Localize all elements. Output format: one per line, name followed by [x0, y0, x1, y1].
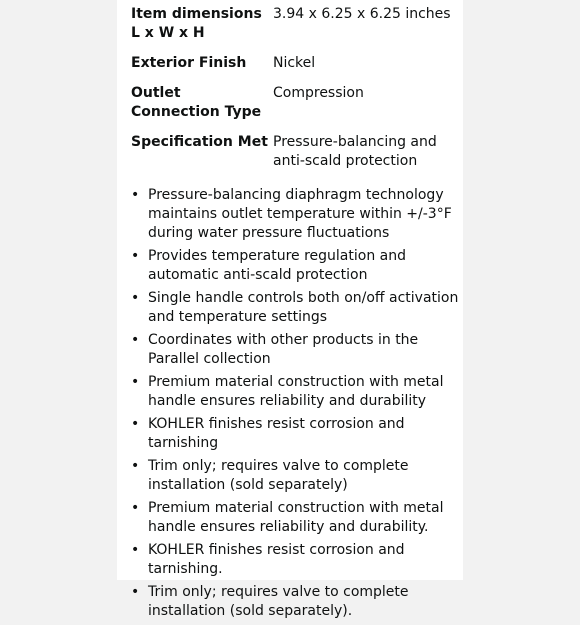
left-margin [0, 0, 117, 625]
feature-bullet [128, 541, 463, 579]
spec-value: 3.94 x 6.25 x 6.25 inches [273, 6, 451, 22]
feature-bullet [128, 186, 463, 243]
feature-bullet [128, 289, 463, 327]
feature-text: Premium material construction with metal handle ensures reliability and durability. [148, 500, 444, 535]
bullet-dot-icon: • [131, 458, 140, 474]
spec-row-dimensions [131, 5, 457, 54]
spec-label: Specification Met [131, 134, 268, 150]
spec-value: Pressure-balancing and anti-scald protection [273, 134, 437, 169]
spec-value: Nickel [273, 55, 316, 71]
spec-row-outlet-connection [131, 84, 457, 133]
feature-text: KOHLER finishes resist corrosion and tarnishing. [148, 542, 405, 577]
feature-text: Single handle controls both on/off activation and temperature settings [148, 290, 459, 325]
feature-text: Premium material construction with metal handle ensures reliability and durability [148, 374, 444, 409]
bullet-dot-icon: • [131, 584, 140, 600]
feature-bullet [128, 247, 463, 285]
spec-value: Compression [273, 85, 364, 101]
feature-text: Pressure-balancing diaphragm technology maintains outlet temperature within +/-3°F during water pressure fluctuations [148, 187, 452, 241]
feature-bullet-list [128, 186, 463, 625]
bullet-dot-icon: • [131, 542, 140, 558]
feature-bullet [128, 331, 463, 369]
spec-row-specification-met [131, 133, 457, 183]
bullet-dot-icon: • [131, 290, 140, 306]
spec-label: Item dimensions L x W x H [131, 6, 262, 41]
spec-label: Exterior Finish [131, 55, 247, 71]
feature-text: Coordinates with other products in the Parallel collection [148, 332, 419, 367]
feature-text: Provides temperature regulation and automatic anti-scald protection [148, 248, 406, 283]
feature-text: KOHLER finishes resist corrosion and tarnishing [148, 416, 405, 451]
bullet-dot-icon: • [131, 500, 140, 516]
feature-bullet [128, 457, 463, 495]
feature-bullet [128, 583, 463, 621]
bullet-dot-icon: • [131, 374, 140, 390]
bullet-dot-icon: • [131, 187, 140, 203]
bullet-dot-icon: • [131, 332, 140, 348]
feature-bullet [128, 415, 463, 453]
spec-row-exterior-finish [131, 54, 457, 84]
bullet-dot-icon: • [131, 248, 140, 264]
product-details-panel [117, 0, 463, 619]
feature-bullet [128, 373, 463, 411]
specifications-table [131, 5, 457, 183]
feature-text: Trim only; requires valve to complete installation (sold separately) [148, 458, 409, 493]
feature-bullet [128, 499, 463, 537]
right-margin [463, 0, 580, 625]
bullet-dot-icon: • [131, 416, 140, 432]
spec-label: Outlet Connection Type [131, 85, 262, 120]
feature-text: Trim only; requires valve to complete installation (sold separately). [148, 584, 409, 619]
